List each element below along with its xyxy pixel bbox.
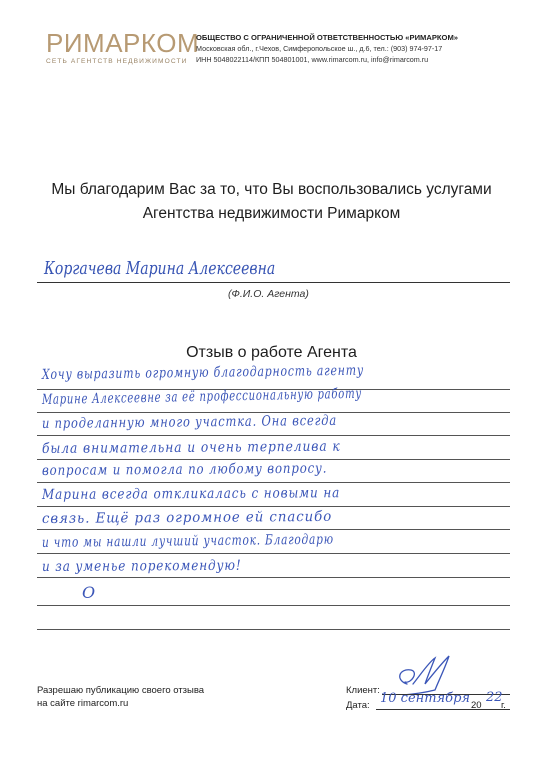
logo-tagline: СЕТЬ АГЕНТСТВ НЕДВИЖИМОСТИ: [46, 58, 188, 65]
review-text-line: и что мы нашли лучший участок. Благодарю: [41, 531, 334, 551]
rule-line: [37, 529, 510, 530]
rule-line: [37, 553, 510, 554]
rule-line: [37, 459, 510, 460]
company-logo: [46, 28, 200, 65]
review-text-line: вопросам и помогла по любому вопросу.: [41, 460, 328, 479]
company-requisites: ИНН 5048022114/КПП 504801001, www.rimarcom.ru, info@rimarcom.ru: [196, 55, 429, 64]
review-text-line: связь. Ещё раз огромное ей спасибо: [41, 508, 333, 527]
review-text-line: и за уменье порекомендую!: [41, 557, 242, 575]
company-name: ОБЩЕСТВО С ОГРАНИЧЕННОЙ ОТВЕТСТВЕННОСТЬЮ «РИМАРКОМ»: [196, 33, 459, 42]
review-text-line: была внимательна и очень терпелива к: [41, 438, 341, 457]
agent-name-hint: (Ф.И.О. Агента): [228, 288, 309, 300]
year-suffix: г.: [501, 700, 506, 711]
rule-line: [37, 629, 510, 630]
consent-line-1: Разрешаю публикацию своего отзыва: [37, 685, 205, 696]
client-label: Клиент:: [346, 685, 380, 696]
company-address: Московская обл., г.Чехов, Симферопольское ш., д.6, тел.: (903) 974-97-17: [196, 44, 443, 53]
thanks-line-1: Мы благодарим Вас за то, что Вы воспользовались услугами: [51, 181, 492, 198]
consent-line-2: на сайте rimarcom.ru: [37, 698, 129, 709]
rule-line: [37, 605, 510, 606]
date-value: 10 сентября: [380, 691, 471, 706]
date-line: [376, 709, 510, 710]
review-text-line: Хочу выразить огромную благодарность агенту: [41, 362, 364, 383]
rule-line: [37, 577, 510, 578]
year-value: 22: [486, 690, 503, 705]
agent-name-line: [37, 282, 510, 283]
thanks-line-2: Агентства недвижимости Римарком: [142, 205, 401, 222]
agent-name-handwritten: Коргачева Марина Алексеевна: [44, 258, 276, 279]
rule-line: [37, 482, 510, 483]
review-text-line: Марине Алексеевне за её профессиональную работу: [41, 385, 362, 408]
year-prefix: 20: [471, 700, 482, 711]
review-text-line: и проделанную много участка. Она всегда: [41, 412, 338, 432]
rule-line: [37, 506, 510, 507]
rule-line: [37, 435, 510, 436]
logo-name: РИМАРКОМ: [46, 28, 200, 58]
review-text-line: О: [82, 583, 97, 602]
date-label: Дата:: [346, 700, 370, 711]
review-text-line: Марина всегда откликалась с новыми на: [41, 485, 341, 503]
review-title: Отзыв о работе Агента: [186, 344, 357, 361]
thanks-heading: [0, 178, 543, 226]
company-details: [196, 32, 496, 65]
publication-consent: [37, 684, 204, 710]
